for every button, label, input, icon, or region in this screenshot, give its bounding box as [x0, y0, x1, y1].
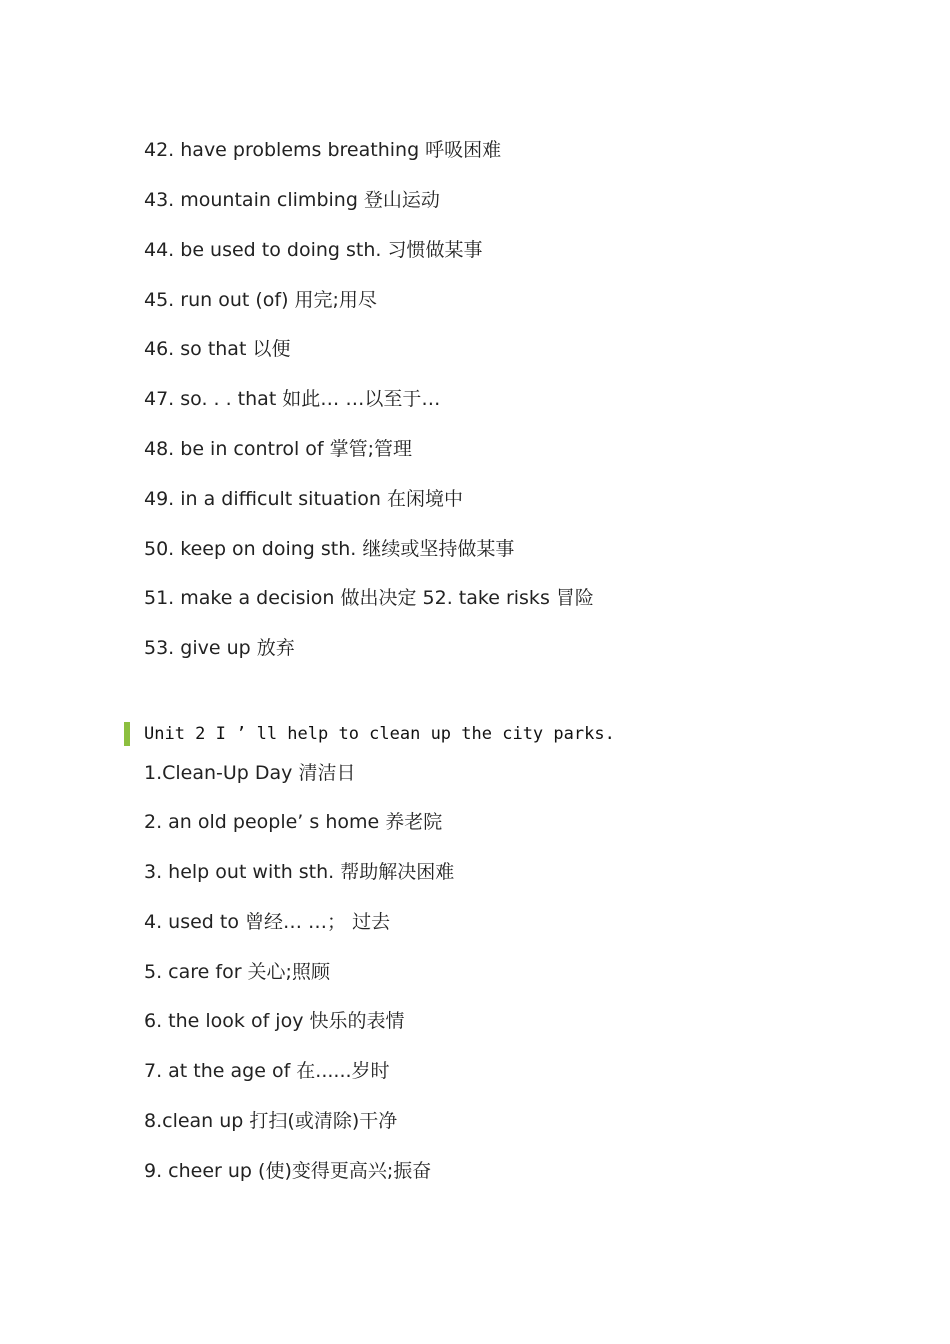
unit2-item-8: 8.clean up 打扫(或清除)干净: [144, 1110, 398, 1132]
unit2-item-2: 2. an old people’ s home 养老院: [144, 811, 443, 833]
unit2-item-3: 3. help out with sth. 帮助解决困难: [144, 861, 455, 883]
unit2-item-6: 6. the look of joy 快乐的表情: [144, 1010, 405, 1032]
phrase-item-45: 45. run out (of) 用完;用尽: [144, 289, 377, 311]
phrase-item-51-52: 51. make a decision 做出决定 52. take risks 冒险: [144, 587, 594, 609]
unit-heading-text: Unit 2 I ’ ll help to clean up the city parks.: [144, 724, 615, 744]
phrase-item-43: 43. mountain climbing 登山运动: [144, 189, 440, 211]
phrase-item-53: 53. give up 放弃: [144, 637, 295, 659]
unit2-item-1: 1.Clean-Up Day 清洁日: [144, 762, 356, 784]
phrase-item-44: 44. be used to doing sth. 习惯做某事: [144, 239, 483, 261]
phrase-item-49: 49. in a difficult situation 在闲境中: [144, 488, 464, 510]
phrase-item-42: 42. have problems breathing 呼吸困难: [144, 139, 502, 161]
unit2-item-5: 5. care for 关心;照顾: [144, 961, 330, 983]
phrase-item-48: 48. be in control of 掌管;管理: [144, 438, 413, 460]
phrase-item-50: 50. keep on doing sth. 继续或坚持做某事: [144, 538, 515, 560]
heading-accent-bar: [124, 722, 130, 746]
phrase-item-46: 46. so that 以便: [144, 338, 291, 360]
phrase-item-47: 47. so. . . that 如此… …以至于…: [144, 388, 441, 410]
unit2-item-4: 4. used to 曾经… …； 过去: [144, 911, 391, 933]
unit2-item-9: 9. cheer up (使)变得更高兴;振奋: [144, 1160, 432, 1182]
unit2-item-7: 7. at the age of 在......岁时: [144, 1060, 390, 1082]
unit-heading: [124, 722, 615, 746]
